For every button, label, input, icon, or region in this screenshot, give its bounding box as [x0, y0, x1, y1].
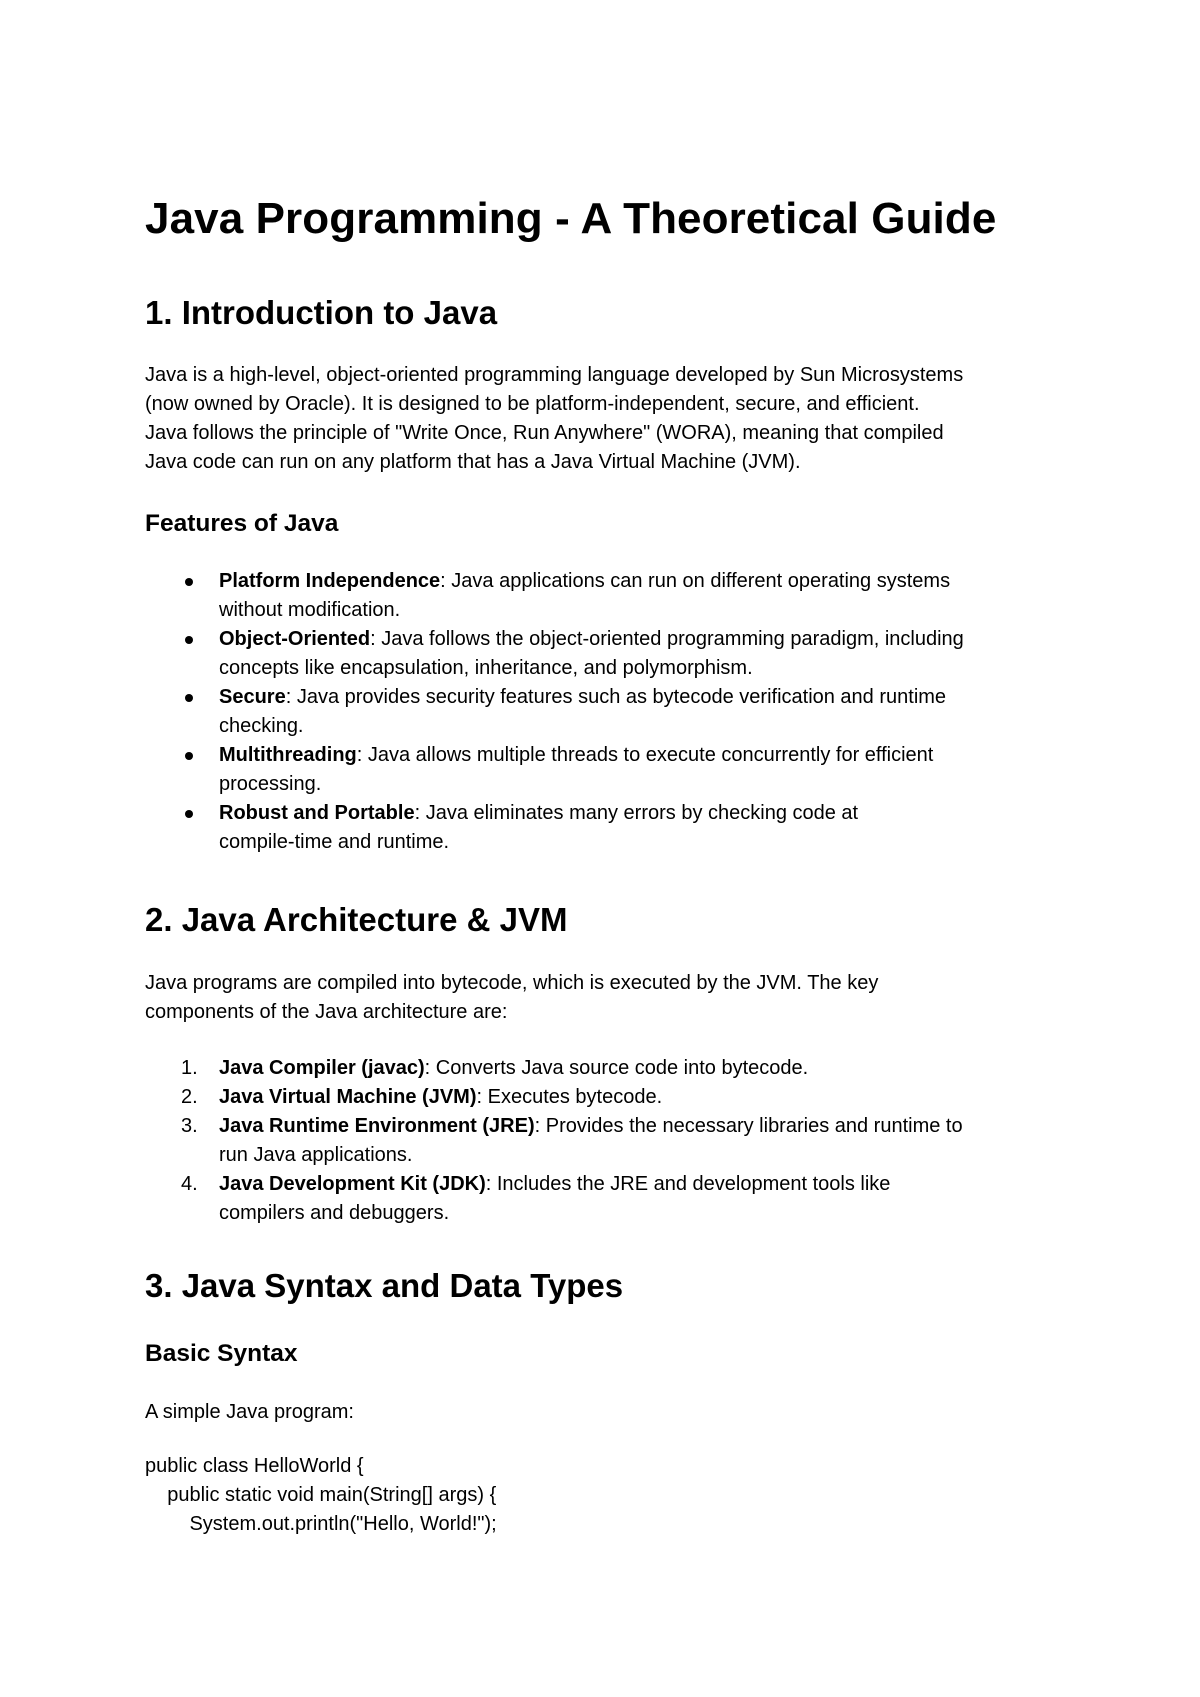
- list-item: [145, 741, 1065, 799]
- component-term: Java Development Kit (JDK): [219, 1173, 486, 1195]
- code-intro: A simple Java program:: [145, 1401, 354, 1423]
- list-item: [145, 625, 1065, 683]
- component-term: Java Virtual Machine (JVM): [219, 1086, 477, 1108]
- paragraph-line: (now owned by Oracle). It is designed to be platform-independent, secure, and efficient.: [145, 393, 920, 415]
- list-item: [145, 1083, 1065, 1112]
- list-item: [145, 1170, 1065, 1228]
- paragraph-line: Java is a high-level, object-oriented programming language developed by Sun Microsystems: [145, 364, 964, 386]
- feature-term: Multithreading: [219, 744, 357, 766]
- paragraph-line: components of the Java architecture are:: [145, 1001, 508, 1023]
- bullet-icon: [185, 578, 193, 586]
- component-desc-cont: compilers and debuggers.: [219, 1202, 450, 1224]
- code-line: System.out.println("Hello, World!");: [145, 1513, 497, 1535]
- list-number: 4.: [181, 1173, 198, 1195]
- feature-desc: : Java eliminates many errors by checking code at: [414, 802, 859, 824]
- list-item: [145, 799, 1065, 857]
- paragraph-line: Java follows the principle of "Write Once, Run Anywhere" (WORA), meaning that compiled: [145, 422, 944, 444]
- component-desc: : Executes bytecode.: [476, 1086, 663, 1108]
- feature-desc-cont: without modification.: [219, 599, 401, 621]
- feature-term: Object-Oriented: [219, 628, 371, 650]
- component-desc: : Converts Java source code into bytecode.: [424, 1057, 809, 1079]
- section-1-heading: 1. Introduction to Java: [145, 294, 498, 331]
- component-desc-cont: run Java applications.: [219, 1144, 413, 1166]
- feature-term: Secure: [219, 686, 286, 708]
- features-heading: Features of Java: [145, 510, 339, 537]
- feature-desc-cont: compile-time and runtime.: [219, 831, 450, 853]
- bullet-icon: [185, 810, 193, 818]
- feature-desc: : Java allows multiple threads to execute concurrently for efficient: [356, 744, 934, 766]
- feature-desc: : Java provides security features such as bytecode verification and runtime: [285, 686, 947, 708]
- list-item: [145, 567, 1065, 625]
- section-2-paragraph: [145, 969, 1065, 1027]
- basic-syntax-heading: Basic Syntax: [145, 1340, 298, 1367]
- list-item: [145, 683, 1065, 741]
- features-list: [145, 567, 1065, 857]
- feature-desc: : Java follows the object-oriented programming paradigm, including: [370, 628, 964, 650]
- section-2-heading: 2. Java Architecture & JVM: [145, 901, 568, 938]
- bullet-icon: [185, 752, 193, 760]
- code-line: public class HelloWorld {: [145, 1455, 364, 1477]
- section-1-paragraph: [145, 361, 1065, 477]
- feature-term: Robust and Portable: [219, 802, 415, 824]
- component-term: Java Runtime Environment (JRE): [219, 1115, 535, 1137]
- list-item: [145, 1112, 1065, 1170]
- code-line: public static void main(String[] args) {: [145, 1484, 497, 1506]
- feature-desc-cont: checking.: [219, 715, 304, 737]
- component-desc: : Provides the necessary libraries and runtime to: [534, 1115, 963, 1137]
- list-number: 2.: [181, 1086, 198, 1108]
- bullet-icon: [185, 636, 193, 644]
- component-desc: : Includes the JRE and development tools like: [485, 1173, 891, 1195]
- paragraph-line: Java programs are compiled into bytecode, which is executed by the JVM. The key: [145, 972, 879, 994]
- list-number: 1.: [181, 1057, 198, 1079]
- feature-desc: : Java applications can run on different operating systems: [440, 570, 951, 592]
- feature-desc-cont: concepts like encapsulation, inheritance, and polymorphism.: [219, 657, 753, 679]
- paragraph-line: Java code can run on any platform that has a Java Virtual Machine (JVM).: [145, 451, 801, 473]
- list-number: 3.: [181, 1115, 198, 1137]
- document-title: Java Programming - A Theoretical Guide: [145, 194, 997, 243]
- section-3-heading: 3. Java Syntax and Data Types: [145, 1267, 624, 1304]
- feature-term: Platform Independence: [219, 570, 441, 592]
- feature-desc-cont: processing.: [219, 773, 322, 795]
- list-item: [145, 1054, 1065, 1083]
- bullet-icon: [185, 694, 193, 702]
- components-list: [145, 1054, 1065, 1228]
- component-term: Java Compiler (javac): [219, 1057, 425, 1079]
